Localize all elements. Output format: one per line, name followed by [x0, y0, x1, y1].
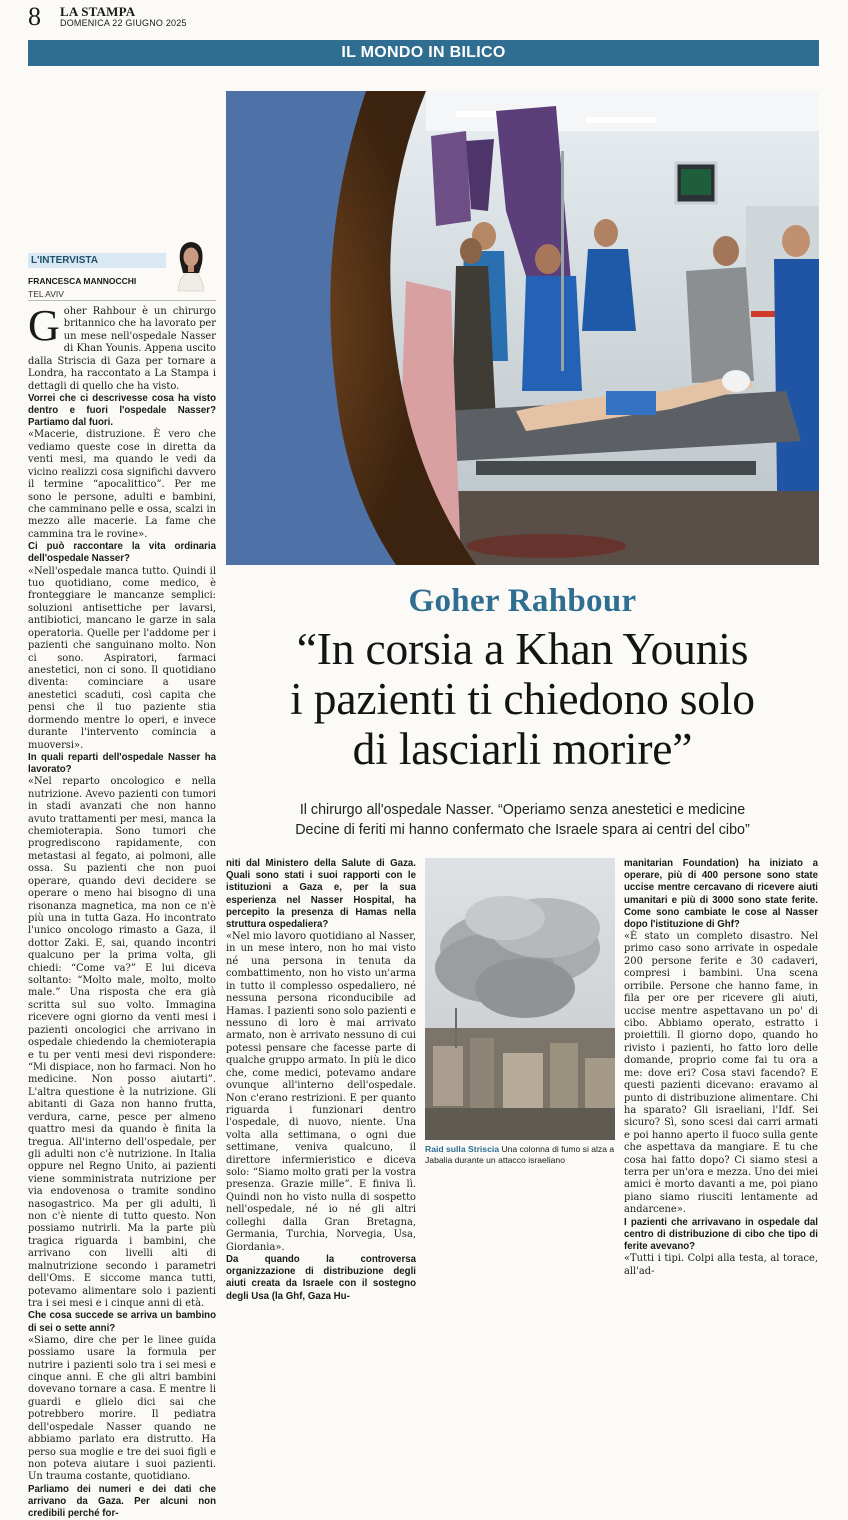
question: Che cosa succede se arriva un bambino di sei o sette anni?	[28, 1310, 216, 1334]
author-name: FRANCESCA MANNOCCHI	[28, 276, 137, 286]
answer: «Nel reparto oncologico e nella nutrizione. Avevo pazienti con tumori in stadi avanzati che non hanno avuto trattamenti per mesi, manca la chemioterapia. Sono tumori che progrediscono rapidamente, con metastasi al fegato, ai polmoni, alle ossa. Su pazienti che non puoi operare, quando devi decidere se operare o meno hai bisogno di una risonanza magnetica, ma non ce n'è più una in tutta Gaza. Ho incontrato l'unico oncologo rimasto a Gaza, il dottor Zaki. E, sai, quando incontri qualcuno per la prima volta, gli chiedi: “Come va?” E lui diceva soltanto: “Molto male, molto, molto male.” Una risposta che era già scritta sul suo volto. Immagina ricevere ogni giorno da venti mesi i pazienti oncologici che arrivano in ospedale chiedendo la chemioterapia e tu per venti mesi devi rispondere: “Mi dispiace, non ho farmaci. Non ho medicine. Non posso aiutarti”. L'altra questione è la nutrizione. Gli abitanti di Gaza non hanno frutta, verdura, carne, pesce per almeno quattro mesi da quando è finita la tregua. All'interno dell'ospedale, per gli adulti non c'è nutrizione. In Italia oppure nel Regno Unito, ai pazienti viene somministrata nutrizione per via endovenosa o tramite sondino nasogastrico. Ma per gli adulti, lì non c'è niente di tutto questo. Non possiamo nutrirli. Ma la parte più tragica riguarda i bambini, che arrivano con livelli alti di malnutrizione secondo i parametri dell'Oms. E siccome manca tutti, potevamo alimentare solo i pazienti tra i sei mesi e i cinque anni di età.	[28, 776, 216, 1309]
paragraph-intro: oher Rahbour è un chirurgo britannico che ha lavorato per un mese nell'ospedale Nasser di Khan Younis. Appena uscito dalla Striscia di Gaza per tornare a Londra, ha raccontato a La Stampa i dettagli di quello che ha visto.	[28, 306, 216, 392]
answer: «Nell'ospedale manca tutto. Quindi il tuo quotidiano, come medico, è fronteggiare le mancanze semplici: soluzioni antisettiche per lavarsi, antibiotici, mancano le garze in sala operatoria. Quelle per l'addome per i pazienti che sanguinano molto. Non ci sono. Aspiratori, farmaci anestetici, non ci sono. Il quotidiano diventa: cominciare a usare anestetici scaduti, così capita che pensi che il tuo paziente stia dormendo mentre lo operi, e invece durante l'intervento comincia a muoversi».	[28, 565, 216, 751]
hospital-photo	[226, 91, 819, 565]
question: manitarian Foundation) ha iniziato a operare, più di 400 persone sono state uccise mentre cercavano di ricevere aiuti umanitari e più di 3000 sono state ferite. Come sono cambiate le cose al Nasser dopo l'istituzione di Ghf?	[624, 858, 818, 930]
issue-date: DOMENICA 22 GIUGNO 2025	[60, 18, 187, 28]
standfirst-line: Decine di feriti mi hanno confermato che Israele spara ai centri del cibo”	[295, 822, 750, 838]
article-column-2	[226, 858, 416, 1302]
drop-cap: G	[28, 301, 60, 350]
section-band: IL MONDO IN BILICO	[28, 40, 819, 66]
standfirst-line: Il chirurgo all'ospedale Nasser. “Operiamo senza anestetici e medicine	[299, 802, 746, 818]
headline	[226, 624, 819, 774]
question: Vorrei che ci descrivesse cosa ha visto dentro e fuori l'ospedale Nasser? Partiamo dal fuori.	[28, 392, 216, 429]
interview-label: L'INTERVISTA	[28, 253, 216, 268]
headline-line: i pazienti ti chiedono solo	[290, 673, 755, 724]
photo-caption	[425, 1144, 617, 1166]
question: I pazienti che arrivavano in ospedale dal centro di distribuzione di cibo che tipo di ferite avevano?	[624, 1216, 818, 1253]
standfirst	[226, 800, 819, 840]
author-portrait	[166, 237, 216, 291]
question: Ci può raccontare la vita ordinaria dell'ospedale Nasser?	[28, 541, 216, 565]
answer: «Macerie, distruzione. È vero che vediamo queste cose in diretta da venti mesi, ma quando le vedi da vicino realizzi cosa significhi davvero il termine “apocalittico”. Per me sono le persone, adulti e bambini, che camminano pelle e ossa, scalzi in mezzo alle macerie. La fame che cammina tra le rovine».	[28, 429, 216, 540]
article-column-4	[624, 858, 818, 1277]
question: Da quando la controversa organizzazione di distribuzione degli aiuti creata da Israele con il sostegno degli Usa (la Ghf, Gaza Hu-	[226, 1254, 416, 1302]
caption-heading: Raid sulla Striscia	[425, 1144, 500, 1154]
interviewee-name: Goher Rahbour	[408, 583, 637, 619]
answer: «Tutti i tipi. Colpi alla testa, al torace, all'ad-	[624, 1253, 818, 1277]
answer: «È stato un completo disastro. Nel primo caso sono arrivate in ospedale 200 persone ferite e 30 cadaveri, compresi i bambini. Una scena orribile. Persone che hanno fame, in fila per ore per ricevere gli aiuti, uccise mentre aspettavano un po' di cibo. Abbiamo operato, estratto i proiettili. Il giorno dopo, quando ho rivisto i pazienti, ho fatto loro delle domande, proprio come fai tu ora a me: dove eri? Cosa stavi facendo? E questi pazienti dicevano: eravamo al punto di distribuzione alimentare. Chi ha sparato? Gli israeliani, l'Idf. Sei sicuro? Sì, sono scesi dai carri armati e poi hanno aperto il fuoco sulla gente che aspettava da mangiare. E tu che cosa hai fatto dopo? Ci siamo stesi a terra per un'ora e mezza. Uno dei miei amici è morto davanti a me, poi piano piano siamo riusciti lentamente ad andarcene».	[624, 931, 818, 1216]
headline-line: di lasciarli morire”	[352, 723, 693, 774]
headline-line: “In corsia a Khan Younis	[296, 623, 749, 674]
answer: «Nel mio lavoro quotidiano al Nasser, in un mese intero, non ho mai visto né una persona in tenuta da combattimento, non ho visto un'arma in tutto il complesso ospedaliero, né nessuna persona riconducibile ad Hamas. I pazienti sono solo pazienti e nessuno di loro è mai arrivato armato, non è arrivato nessuno di cui potessi pensare che facesse parte di qualche gruppo armato. In più le dico che, come medici, potevamo andare ovunque all'interno dell'ospedale. Non c'erano restrizioni. E per quanto riguarda i funzionari dentro l'ospedale, di nuovo, niente. Una volta alla settimana, o ogni due settimane, veniva qualcuno, il direttore infermieristico e diceva solo: “Siamo molto grati per la vostra presenza. Grazie mille”. E finiva lì. Quindi non ho visto nulla di sospetto nell'ospedale, né io né gli altri colleghi dalla Gran Bretagna, Germania, Turchia, Norvegia, Usa, Giordania».	[226, 931, 416, 1253]
question: Parliamo dei numeri e dei dati che arrivano da Gaza. Per alcuni non credibili perché for-	[28, 1483, 216, 1520]
newspaper-name: LA STAMPA	[60, 4, 136, 19]
question: niti dal Ministero della Salute di Gaza. Quali sono stati i suoi rapporti con le istituzioni a Gaza e, per la sua esperienza nel Nasser Hospital, ha percepito la presenza di Hamas nella struttura ospedaliera?	[226, 858, 416, 930]
answer: «Siamo, dire che per le linee guida possiamo usare la formula per nutrire i pazienti solo tra i sei mesi e cinque anni. E che gli altri bambini dovevano tornare a casa. E mentre li guardi e glielo dici sai che potrebbero morire. Il pediatra dell'ospedale Nasser quando ne abbiamo parlato era distrutto. Ha perso sua moglie e tre dei suoi figli e non poteva aiutare i suoi pazienti. Un trauma costante, quotidiano.	[28, 1334, 216, 1483]
dateline: TEL AVIV	[28, 289, 64, 299]
question: In quali reparti dell'ospedale Nasser ha lavorato?	[28, 751, 216, 776]
gaza-smoke-photo	[425, 858, 615, 1140]
caption-text: Una colonna di fumo si alza a Jabalia durante un attacco israeliano	[425, 1144, 615, 1165]
article-column-1	[28, 301, 216, 1520]
page-number: 8	[28, 2, 41, 31]
